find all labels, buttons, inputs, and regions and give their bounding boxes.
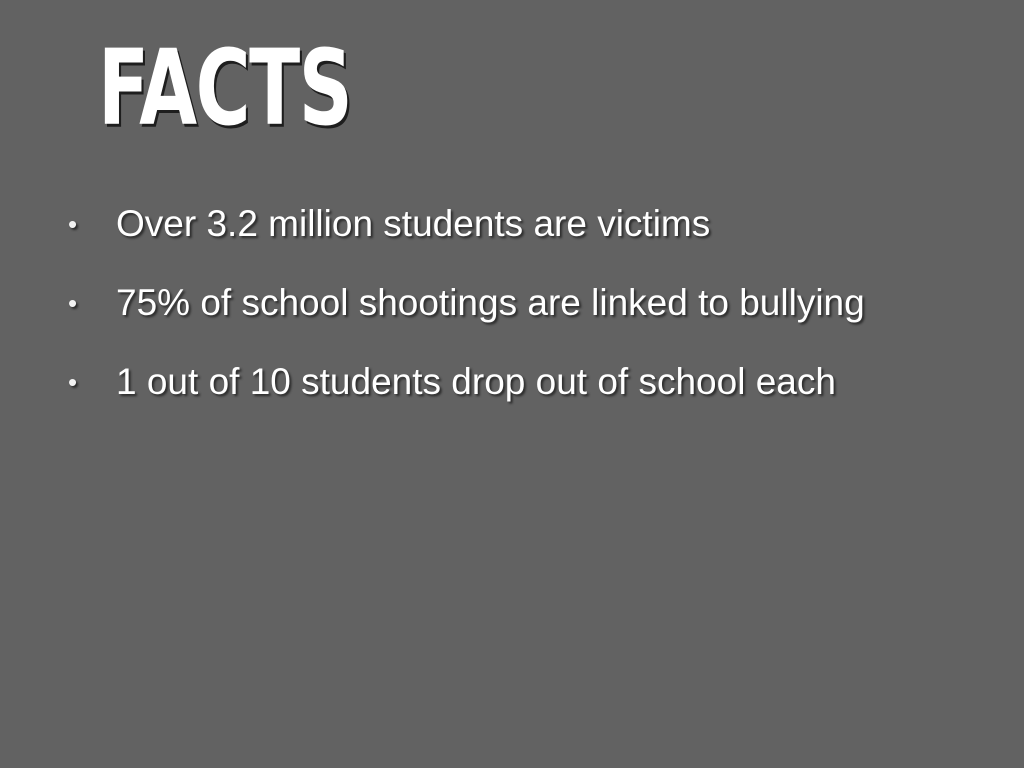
bullet-item [60,275,1000,354]
bullet-marker: • [68,209,78,239]
bullet-text: 75% of school shootings are linked to bullying [116,282,865,323]
bullet-text: 1 out of 10 students drop out of school each [116,361,836,402]
slide-title: FACTS [98,27,352,149]
bullet-list [60,196,1000,433]
bullet-text: Over 3.2 million students are victims [116,203,711,244]
bullet-item [60,354,1000,433]
bullet-marker: • [68,288,78,318]
bullet-marker: • [68,367,78,397]
bullet-item [60,196,1000,275]
